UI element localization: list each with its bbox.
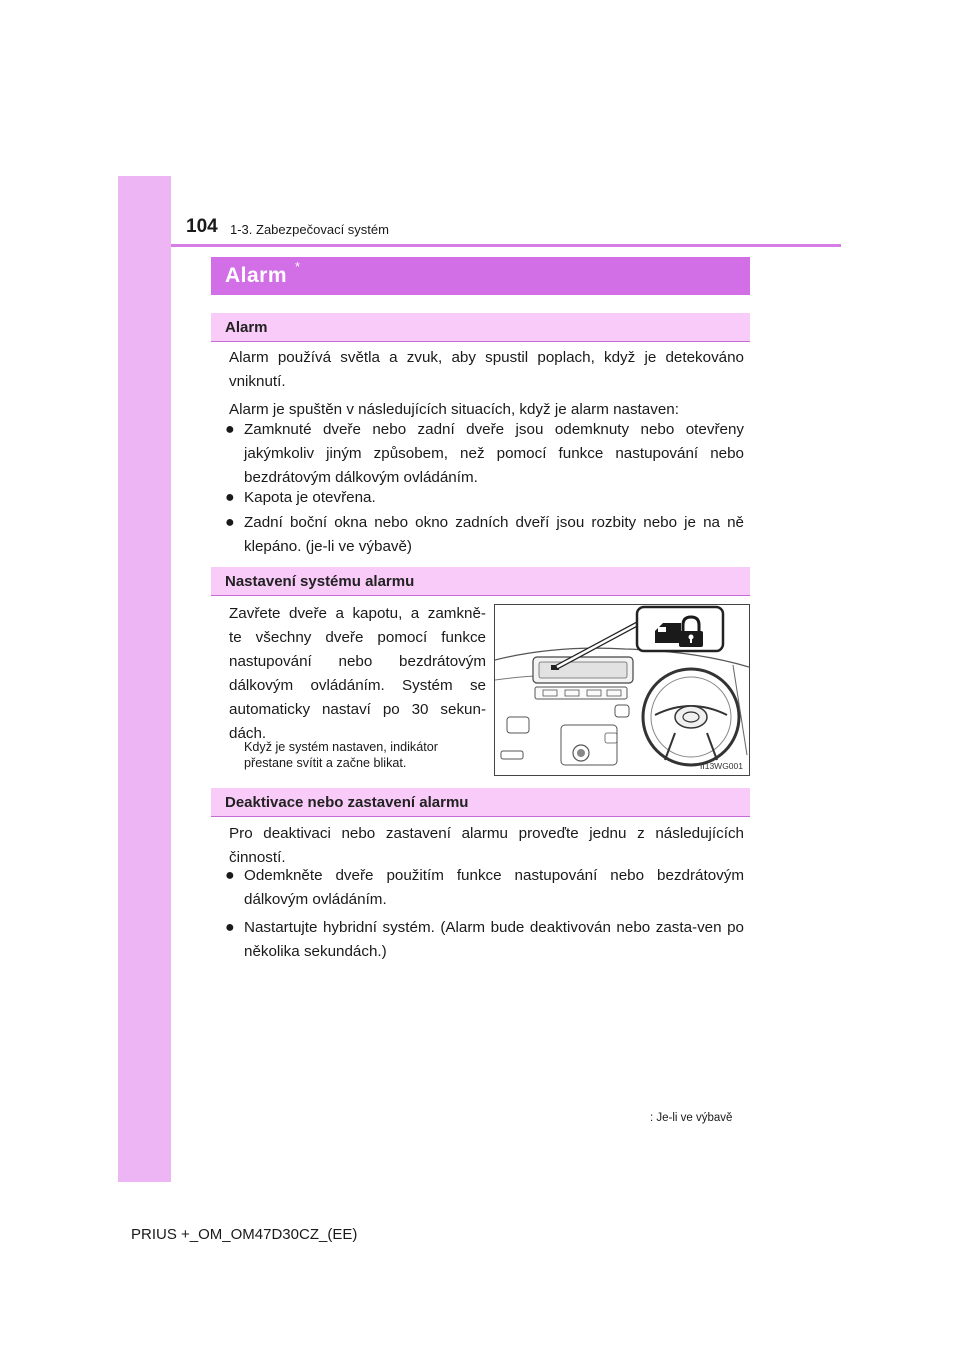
- alarm-trigger-intro: Alarm je spuštěn v následujících situacích, když je alarm nastaven:: [229, 401, 679, 418]
- subheading-deactivate: Deaktivace nebo zastavení alarmu: [225, 794, 469, 811]
- page-title-bar: [211, 257, 750, 295]
- setting-line-1: Zavřete dveře a kapotu, a zamkně-: [229, 605, 486, 622]
- bullet-icon: ●: [225, 489, 235, 506]
- subheading-alarm-bar: [211, 313, 750, 342]
- setting-note: Když je systém nastaven, indikátor přestane svítit a začne blikat.: [244, 740, 438, 770]
- setting-line-4: dálkovým ovládáním. Systém se: [229, 677, 486, 694]
- alarm-bullet-3: Zadní boční okna nebo okno zadních dveří jsou rozbity nebo je na ně klepáno. (je-li ve výbavě): [244, 514, 744, 555]
- figure-code: II13WG001: [700, 761, 743, 771]
- deactivate-bullet-1: Odemkněte dveře použitím funkce nastupování nebo bezdrátovým dálkovým ovládáním.: [244, 867, 744, 908]
- subheading-setting-bar: [211, 567, 750, 596]
- subheading-deactivate-bar: [211, 788, 750, 817]
- bullet-icon: ●: [225, 421, 235, 438]
- alarm-bullet-1: Zamknuté dveře nebo zadní dveře jsou odemknuty nebo otevřeny jakýmkoliv jiným způsobem, než pomocí funkce nastupování nebo bezdrátovým dálkovým ovládáním.: [244, 421, 744, 486]
- dashboard-drawing: [495, 605, 749, 775]
- page-number: 104: [186, 216, 218, 237]
- dashboard-illustration: [494, 604, 750, 776]
- section-reference: 1-3. Zabezpečovací systém: [230, 222, 389, 237]
- alarm-bullet-2: Kapota je otevřena.: [244, 489, 376, 506]
- setting-line-2: te všechny dveře pomocí funkce: [229, 629, 486, 646]
- subheading-setting: Nastavení systému alarmu: [225, 573, 415, 590]
- setting-instructions: [229, 602, 486, 746]
- setting-line-5: automaticky nastaví po 30 sekun-: [229, 701, 486, 718]
- page-title: Alarm: [225, 264, 288, 287]
- bullet-icon: ●: [225, 514, 235, 531]
- chapter-sidebar-tab: [118, 176, 171, 1182]
- subheading-alarm: Alarm: [225, 319, 268, 336]
- deactivate-intro-text: Pro deaktivaci nebo zastavení alarmu proveďte jednu z následujících činností.: [229, 825, 744, 866]
- setting-line-3: nastupování nebo bezdrátovým: [229, 653, 486, 670]
- bullet-icon: ●: [225, 867, 235, 884]
- bullet-icon: ●: [225, 919, 235, 936]
- title-asterisk: *: [295, 259, 301, 274]
- footer-document-code: PRIUS +_OM_OM47D30CZ_(EE): [131, 1226, 358, 1243]
- deactivate-bullet-2: Nastartujte hybridní systém. (Alarm bude deaktivován nebo zasta-ven po několika sekundách.): [244, 919, 744, 960]
- alarm-intro-text: Alarm používá světla a zvuk, aby spustil poplach, když je detekováno vniknutí.: [229, 349, 744, 390]
- footnote: : Je-li ve výbavě: [650, 1112, 733, 1124]
- setting-line-6: dách.: [229, 725, 267, 742]
- header-divider: [171, 244, 841, 247]
